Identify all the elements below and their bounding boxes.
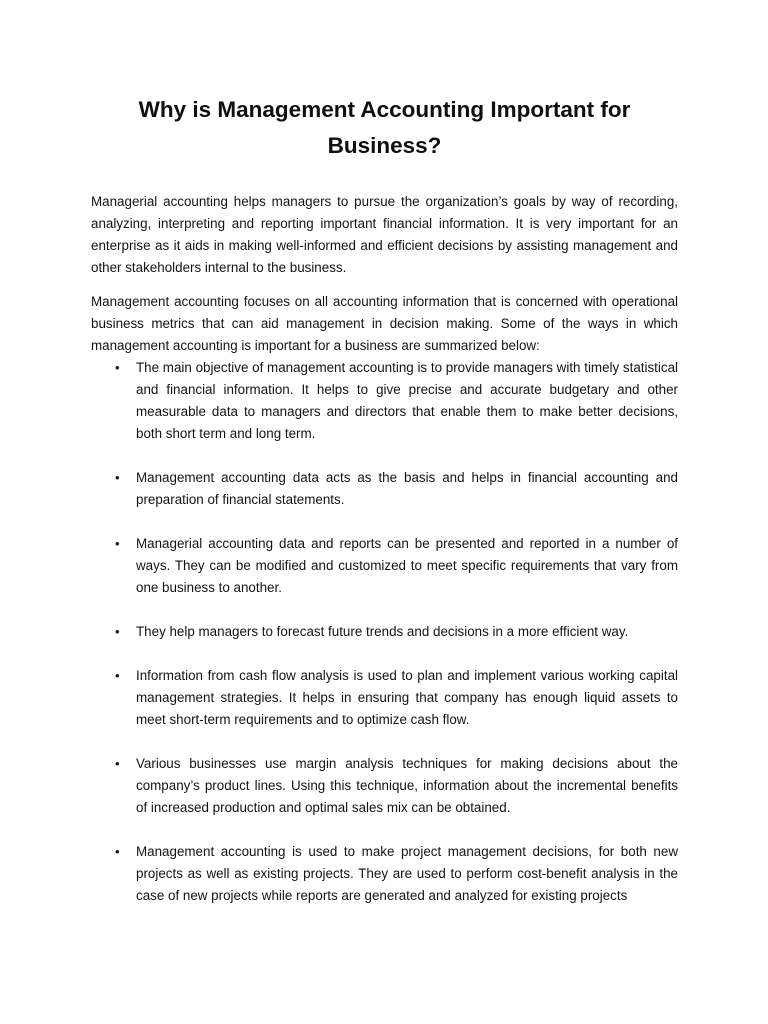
bullet-item (91, 665, 678, 731)
bullet-text: Management accounting is used to make project management decisions, for both new projects as well as existing projects. They are used to perform cost-benefit analysis in the case of new projects while reports are generated and analyzed for existing projects (136, 844, 678, 903)
bullet-item (91, 841, 678, 907)
document-title: Why is Management Accounting Important for Business? (138, 97, 631, 158)
bullet-item (91, 467, 678, 511)
intro-paragraph: Managerial accounting helps managers to pursue the organization’s goals by way of recording, analyzing, interpreting and reporting important financial information. It is very important for an enterprise as it aids in making well-informed and efficient decisions by assisting management and other stakeholders internal to the business. (91, 194, 678, 275)
bullet-icon: • (115, 844, 120, 859)
bullet-text: Various businesses use margin analysis techniques for making decisions about the company’s product lines. Using this technique, information about the incremental benefits of increased production and optimal sales mix can be obtained. (136, 756, 678, 815)
bullet-text: Information from cash flow analysis is used to plan and implement various working capital management strategies. It helps in ensuring that company has enough liquid assets to meet short-term requirements and to optimize cash flow. (136, 668, 678, 727)
bullet-list (91, 357, 678, 907)
bullet-text: The main objective of management accounting is to provide managers with timely statistical and financial information. It helps to give precise and accurate budgetary and other measurable data to managers and directors that enable them to make better decisions, both short term and long term. (136, 360, 678, 441)
bullet-item (91, 621, 678, 643)
bullet-text: Management accounting data acts as the basis and helps in financial accounting and preparation of financial statements. (136, 470, 678, 507)
bullet-item (91, 357, 678, 445)
bullet-icon: • (115, 756, 120, 771)
bullet-item (91, 753, 678, 819)
bullet-item (91, 533, 678, 599)
bullet-text: They help managers to forecast future trends and decisions in a more efficient way. (136, 624, 629, 639)
bullet-icon: • (115, 360, 120, 375)
bullet-icon: • (115, 536, 120, 551)
bullet-icon: • (115, 668, 120, 683)
bullet-text: Managerial accounting data and reports can be presented and reported in a number of ways. They can be modified and customized to meet specific requirements that vary from one business to another. (136, 536, 678, 595)
bullet-icon: • (115, 624, 120, 639)
overview-paragraph: Management accounting focuses on all accounting information that is concerned with operational business metrics that can aid management in decision making. Some of the ways in which management accounting is important for a business are summarized below: (91, 294, 678, 353)
bullet-icon: • (115, 470, 120, 485)
